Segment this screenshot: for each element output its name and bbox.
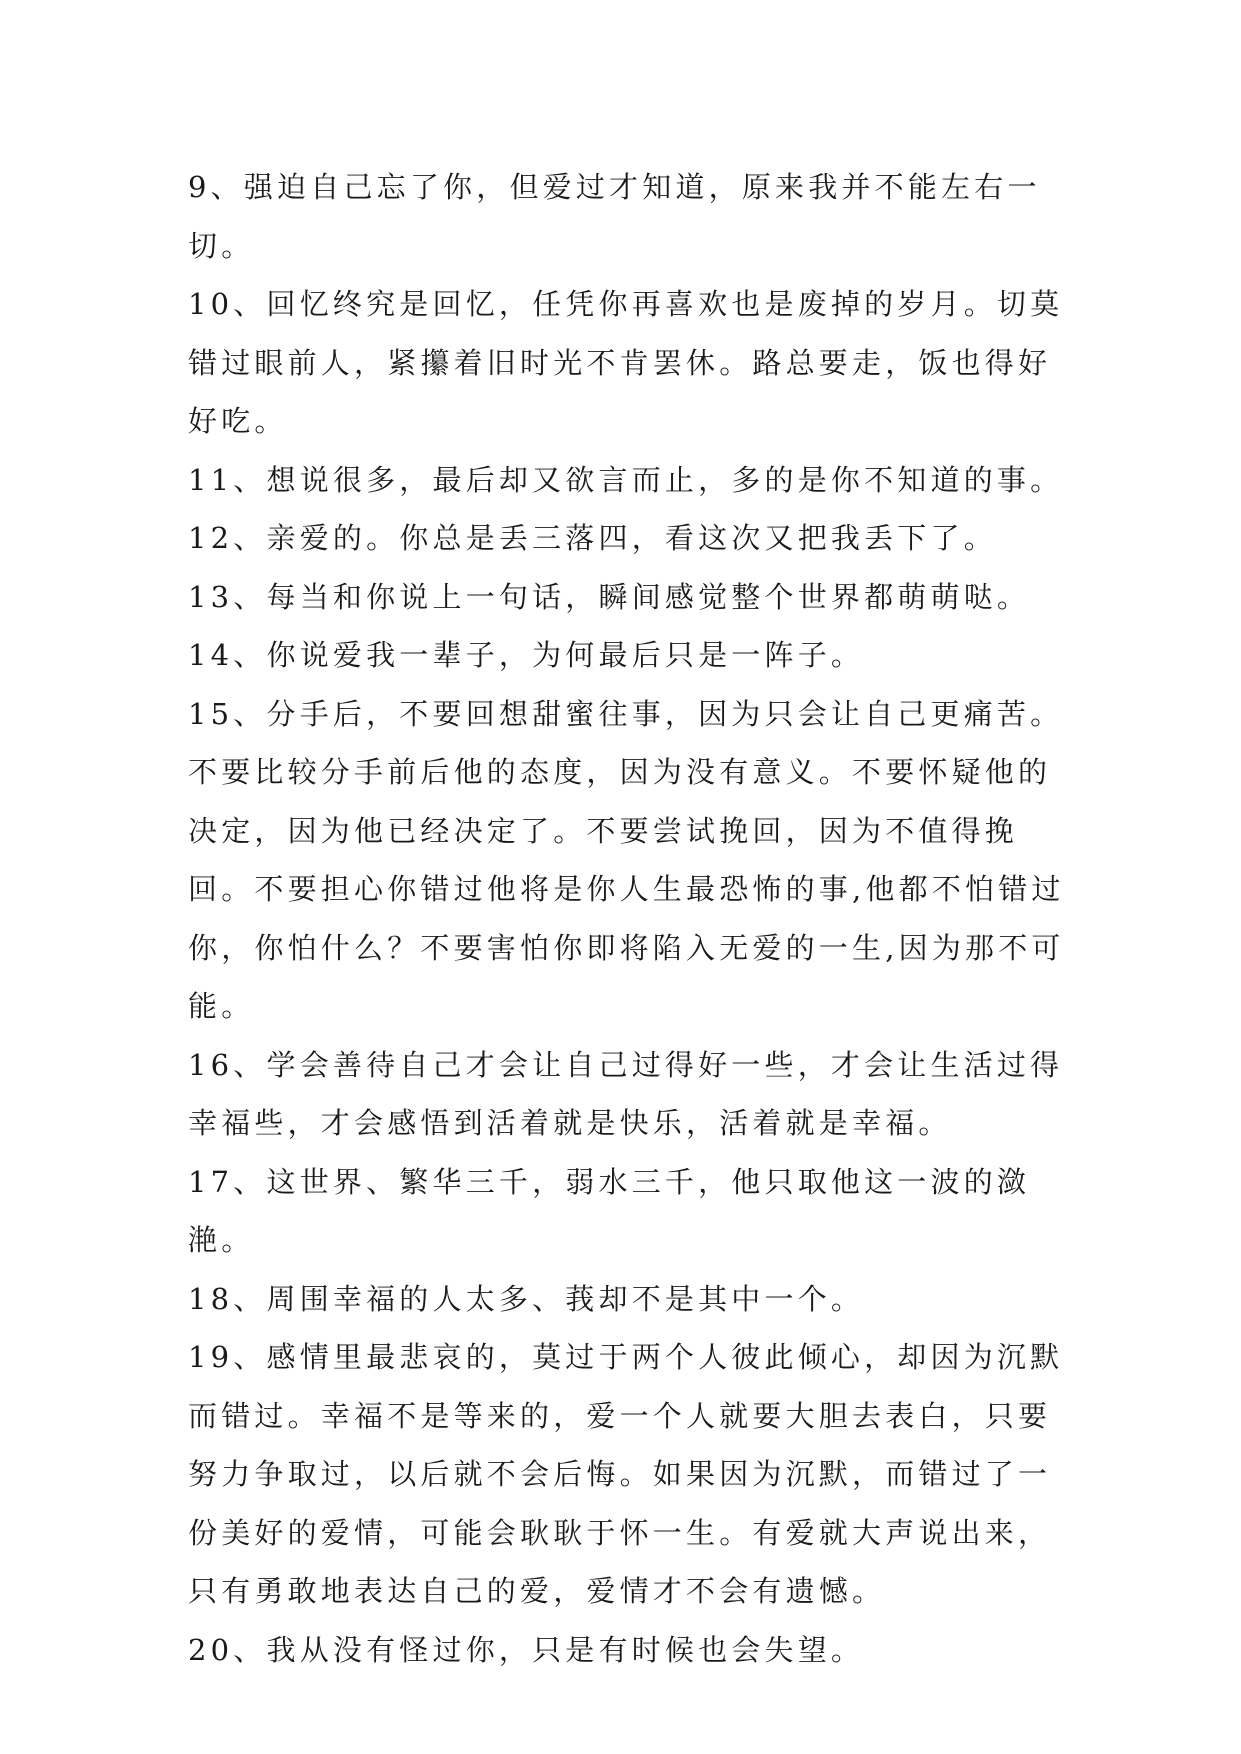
paragraph-16: 16、学会善待自己才会让自己过得好一些，才会让生活过得幸福些，才会感悟到活着就是快乐，活着就是幸福。 — [188, 1047, 1064, 1140]
paragraph-17: 17、这世界、繁华三千，弱水三千，他只取他这一波的潋滟。 — [188, 1164, 1031, 1257]
paragraph-15: 15、分手后，不要回想甜蜜往事，因为只会让自己更痛苦。不要比较分手前后他的态度，因为没有意义。不要怀疑他的决定，因为他已经决定了。不要尝试挽回，因为不值得挽回。不要担心你错过他将是你人生最恐怖的事,他都不怕错过你，你怕什么？不要害怕你即将陷入无爱的一生,因为那不可能。 — [188, 696, 1065, 1023]
paragraph-18: 18、周围幸福的人太多、莪却不是其中一个。 — [188, 1281, 865, 1316]
paragraph-19: 19、感情里最悲哀的，莫过于两个人彼此倾心，却因为沉默而错过。幸福不是等来的，爱一个人就要大胆去表白，只要努力争取过，以后就不会后悔。如果因为沉默，而错过了一份美好的爱情，可能会耿耿于怀一生。有爱就大声说出来，只有勇敢地表达自己的爱，爱情才不会有遗憾。 — [188, 1340, 1064, 1608]
document-body — [188, 158, 1068, 1679]
paragraph-10: 10、回忆终究是回忆，任凭你再喜欢也是废掉的岁月。切莫错过眼前人，紧攥着旧时光不肯罢休。路总要走，饭也得好好吃。 — [188, 287, 1064, 438]
paragraph-14: 14、你说爱我一辈子，为何最后只是一阵子。 — [188, 638, 865, 672]
paragraph-13: 13、每当和你说上一句话，瞬间感觉整个世界都萌萌哒。 — [188, 579, 1031, 614]
paragraph-20: 20、我从没有怪过你，只是有时候也会失望。 — [188, 1632, 865, 1667]
paragraph-9: 9、强迫自己忘了你，但爱过才知道，原来我并不能左右一切。 — [188, 170, 1041, 263]
paragraph-12: 12、亲爱的。你总是丢三落四，看这次又把我丢下了。 — [188, 521, 997, 555]
paragraph-11: 11、想说很多，最后却又欲言而止，多的是你不知道的事。 — [188, 462, 1064, 497]
